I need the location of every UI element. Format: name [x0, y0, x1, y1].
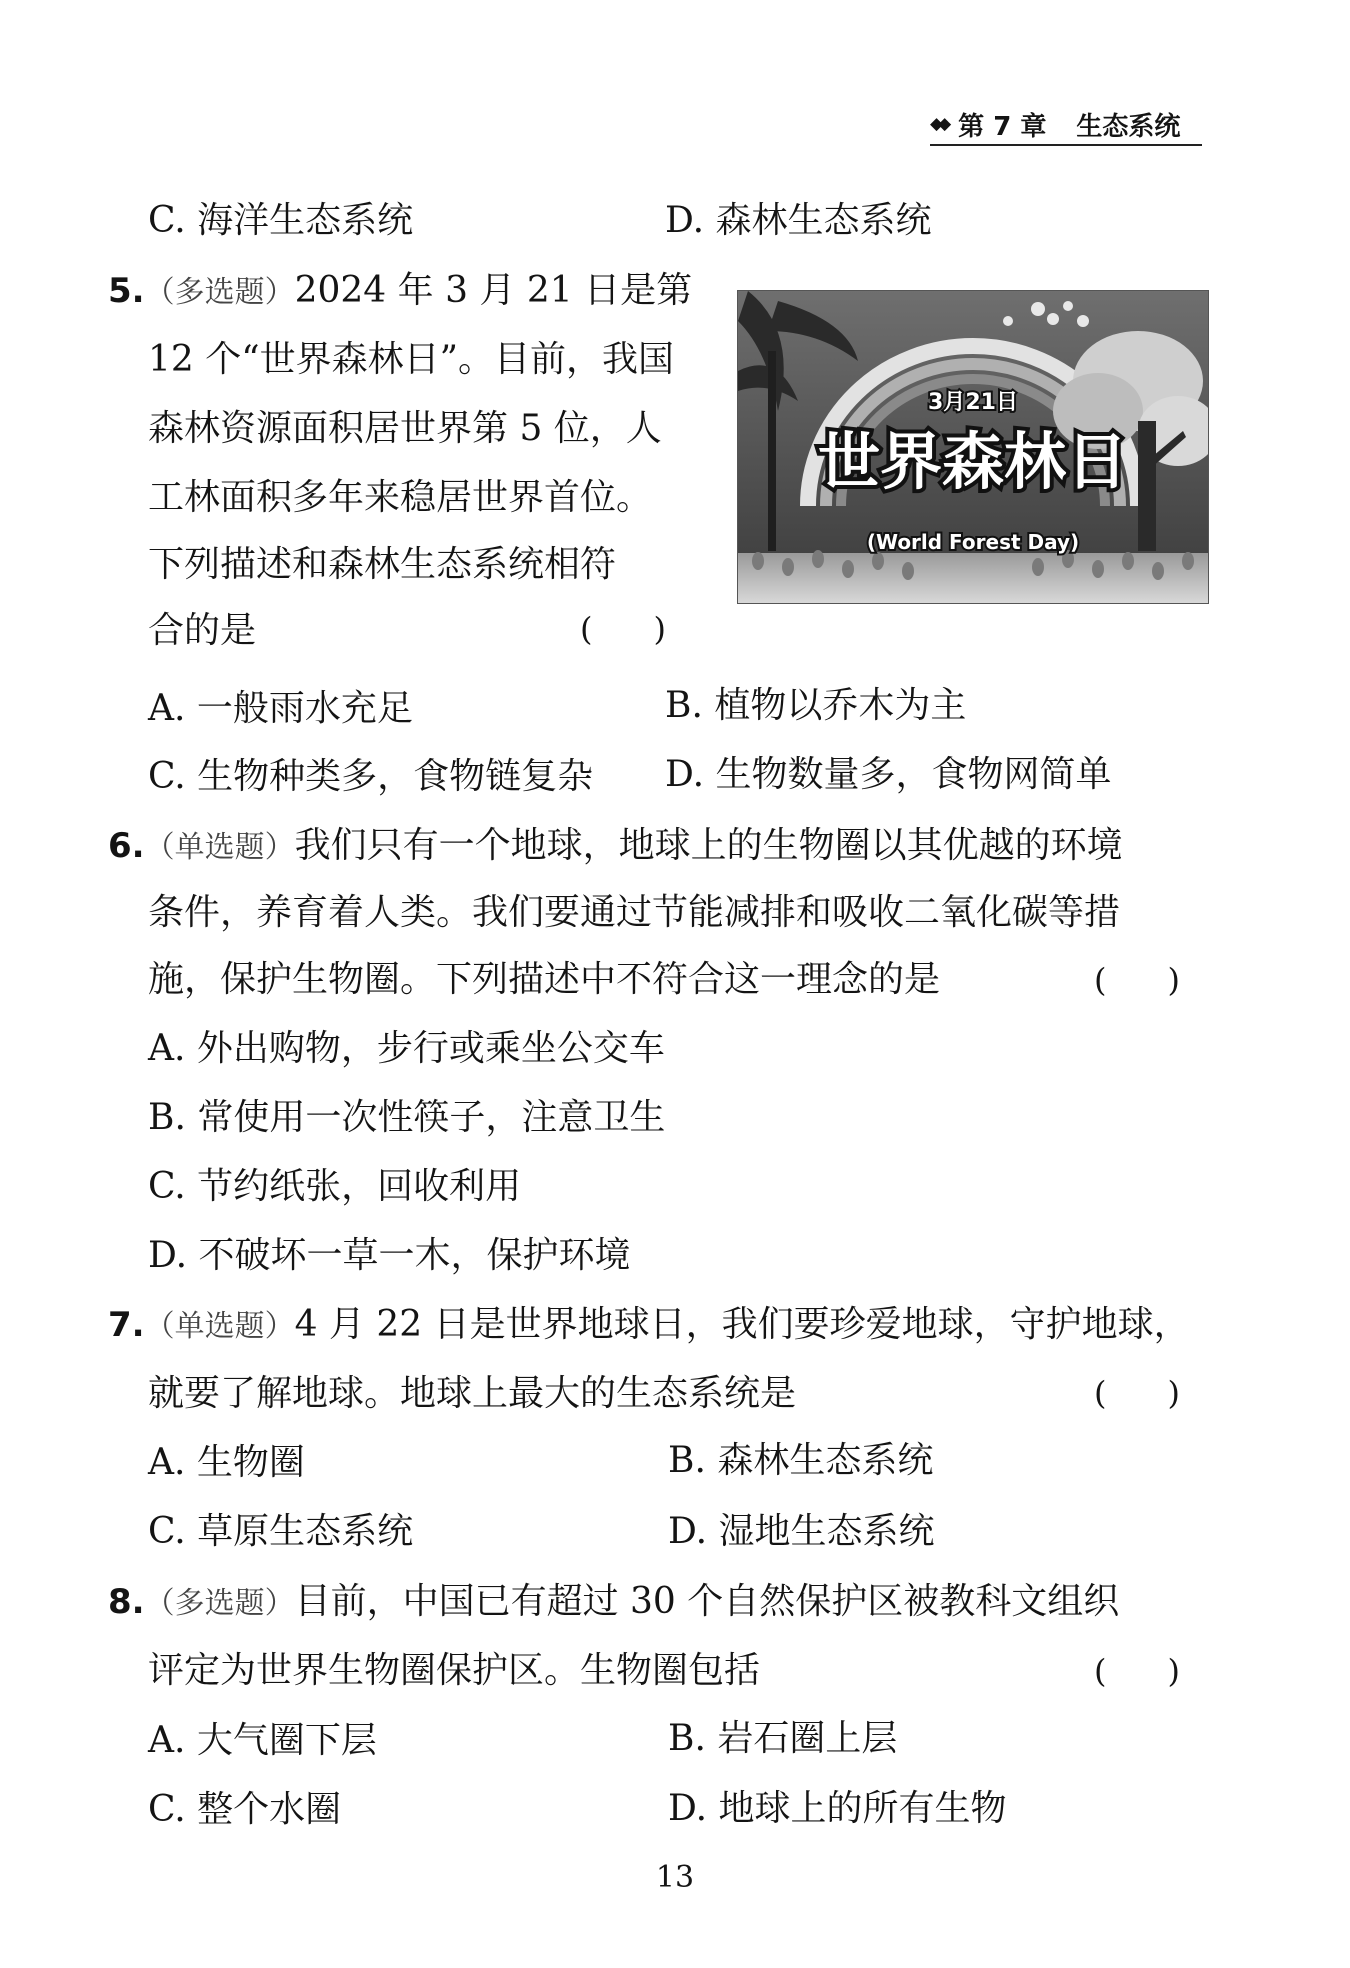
q8-option-b[interactable]: B. 岩石圈上层: [668, 1718, 898, 1759]
q6-line-2: 条件，养育着人类。我们要通过节能减排和吸收二氧化碳等措: [148, 892, 1121, 933]
prev-option-c: C. 海洋生态系统: [148, 200, 414, 241]
q7-type-tag: （单选题）: [144, 1309, 295, 1344]
q7-line-1: [108, 1302, 1190, 1350]
q8-option-c[interactable]: C. 整个水圈: [148, 1789, 342, 1830]
world-forest-day-image: [737, 290, 1209, 604]
chapter-number: 第 7 章: [958, 111, 1047, 142]
q8-answer-blank[interactable]: ( ): [1094, 1652, 1180, 1690]
q5-line-5: 下列描述和森林生态系统相符: [148, 544, 617, 585]
q5-type-tag: （多选题）: [144, 275, 295, 310]
q6-option-b[interactable]: B. 常使用一次性筷子，注意卫生: [148, 1097, 666, 1138]
q8-text-1: 目前，中国已有超过 30 个自然保护区被教科文组织: [294, 1581, 1120, 1622]
prev-option-d: D. 森林生态系统: [665, 200, 932, 241]
figure-subtitle: (World Forest Day): [866, 530, 1080, 554]
q6-line-1: [108, 823, 1123, 871]
q6-text-1: 我们只有一个地球，地球上的生物圈以其优越的环境: [294, 825, 1123, 866]
q8-line-1: [108, 1579, 1119, 1627]
q5-line-3: 森林资源面积居世界第 5 位，人: [148, 408, 662, 449]
q5-line-2: 12 个“世界森林日”。目前，我国: [148, 339, 675, 380]
q5-text-1: 2024 年 3 月 21 日是第: [294, 270, 693, 311]
q7-option-c[interactable]: C. 草原生态系统: [148, 1511, 414, 1552]
q6-answer-blank[interactable]: ( ): [1094, 961, 1180, 999]
q8-type-tag: （多选题）: [144, 1586, 295, 1621]
q5-answer-blank[interactable]: ( ): [580, 610, 666, 648]
q7-line-2: 就要了解地球。地球上最大的生态系统是: [148, 1373, 797, 1414]
q6-option-a[interactable]: A. 外出购物，步行或乘坐公交车: [148, 1028, 665, 1069]
diamond-icon: ◆◆: [930, 114, 947, 134]
q8-option-a[interactable]: A. 大气圈下层: [148, 1720, 377, 1761]
page-number: 13: [655, 1860, 695, 1895]
q5-number: 5.: [108, 271, 145, 311]
figure-date: 3月21日: [928, 390, 1018, 415]
q5-line-1: [108, 268, 692, 316]
q8-option-d[interactable]: D. 地球上的所有生物: [668, 1788, 1007, 1829]
q6-line-3: 施，保护生物圈。下列描述中不符合这一理念的是: [148, 959, 941, 1000]
q6-option-c[interactable]: C. 节约纸张，回收利用: [148, 1166, 522, 1207]
q7-option-a[interactable]: A. 生物圈: [148, 1442, 305, 1483]
forest-day-illustration: [738, 291, 1208, 603]
q7-option-b[interactable]: B. 森林生态系统: [668, 1440, 934, 1481]
figure-title: 世界森林日: [817, 425, 1129, 498]
q5-option-b[interactable]: B. 植物以乔木为主: [665, 685, 967, 726]
chapter-header: [930, 104, 1202, 146]
q5-line-6: 合的是: [148, 610, 257, 651]
q8-line-2: 评定为世界生物圈保护区。生物圈包括: [148, 1650, 761, 1691]
q7-text-1: 4 月 22 日是世界地球日，我们要珍爱地球，守护地球，: [294, 1304, 1190, 1345]
q5-option-d[interactable]: D. 生物数量多，食物网简单: [665, 754, 1112, 795]
q6-number: 6.: [108, 826, 145, 866]
q5-option-c[interactable]: C. 生物种类多，食物链复杂: [148, 756, 594, 797]
q7-number: 7.: [108, 1305, 145, 1345]
q6-type-tag: （单选题）: [144, 830, 295, 865]
q5-option-a[interactable]: A. 一般雨水充足: [148, 688, 413, 729]
chapter-title: 生态系统: [1076, 111, 1181, 142]
q8-number: 8.: [108, 1582, 145, 1622]
q7-answer-blank[interactable]: ( ): [1094, 1374, 1180, 1412]
q7-option-d[interactable]: D. 湿地生态系统: [668, 1511, 935, 1552]
q5-line-4: 工林面积多年来稳居世界首位。: [148, 477, 653, 518]
q6-option-d[interactable]: D. 不破坏一草一木，保护环境: [148, 1235, 631, 1276]
